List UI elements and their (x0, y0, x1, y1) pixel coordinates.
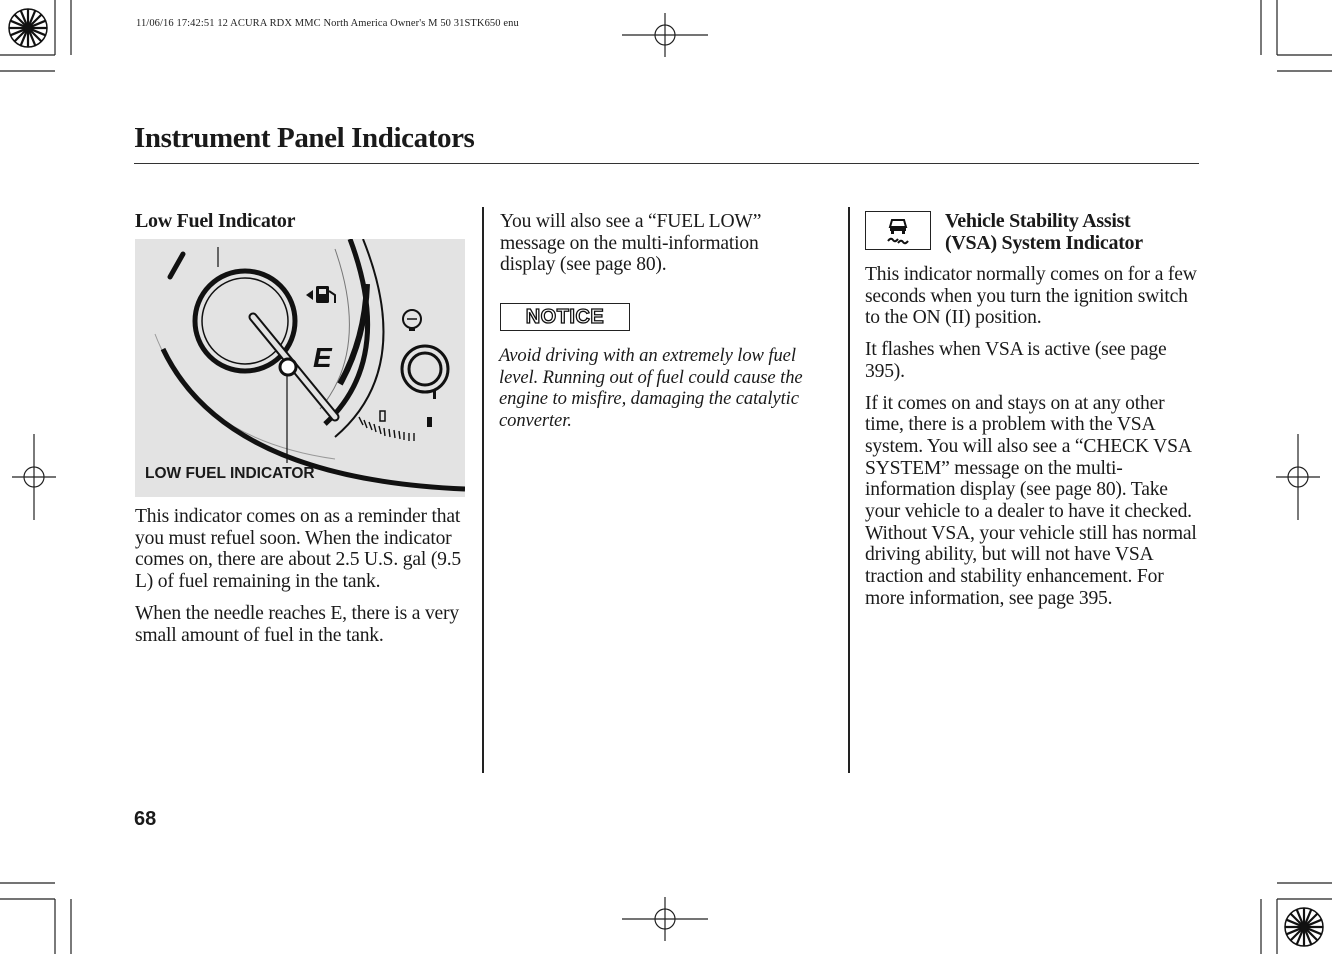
vsa-para-1: This indicator normally comes on for a few seconds when you turn the ignition switch to the ON (II) position. (865, 264, 1197, 329)
fuel-pump-icon (306, 286, 335, 303)
column-1-text (135, 506, 470, 646)
warning-light-icon (402, 346, 448, 392)
vsa-skid-icon (883, 216, 913, 246)
vsa-heading-line-1: Vehicle Stability Assist (945, 210, 1131, 232)
vsa-para-3: If it comes on and stays on at any other time, there is a problem with the VSA system. You will also see a “CHECK VSA SYSTEM” message on the multi-information display (see page 80). Take your vehicle to a dealer to have it checked. Without VSA, your vehicle still has normal driving ability, but will not have VSA traction and stability enhancement. For more information, see page 395. (865, 392, 1197, 609)
vsa-heading-line-2: (VSA) System Indicator (945, 232, 1143, 254)
fuel-gauge-illustration (135, 239, 465, 497)
column-divider-1 (482, 207, 484, 773)
check-engine-icon (403, 310, 421, 331)
vsa-heading (945, 210, 1205, 254)
fuel-gauge-figure (135, 239, 465, 497)
page-number: 68 (134, 808, 157, 830)
title-rule (134, 163, 1199, 164)
notice-label: NOTICE (500, 303, 630, 331)
column-2-text (500, 211, 815, 276)
column-3-text (865, 264, 1203, 610)
low-fuel-heading: Low Fuel Indicator (135, 210, 296, 232)
vsa-indicator-box (865, 211, 931, 250)
notice-text: Avoid driving with an extremely low fuel level. Running out of fuel could cause the engine to misfire, damaging the catalytic converter. (499, 345, 803, 432)
print-info: 11/06/16 17:42:51 12 ACURA RDX MMC North America Owner's M 50 31STK650 enu (136, 18, 519, 29)
gauge-empty-letter: E (313, 342, 332, 373)
fuel-low-message-para: You will also see a “FUEL LOW” message on the multi-information display (see page 80). (500, 211, 762, 276)
column-divider-2 (848, 207, 850, 773)
vsa-para-2: It flashes when VSA is active (see page 395). (865, 339, 1167, 382)
low-fuel-para-2: When the needle reaches E, there is a very small amount of fuel in the tank. (135, 602, 459, 646)
figure-caption: LOW FUEL INDICATOR (145, 465, 315, 482)
page-title: Instrument Panel Indicators (134, 122, 475, 154)
notice-text-block (499, 345, 821, 432)
low-fuel-para-1: This indicator comes on as a reminder that you must refuel soon. When the indicator comes on, there are about 2.5 U.S. gal (9.5 L) of fuel remaining in the tank. (135, 506, 462, 593)
